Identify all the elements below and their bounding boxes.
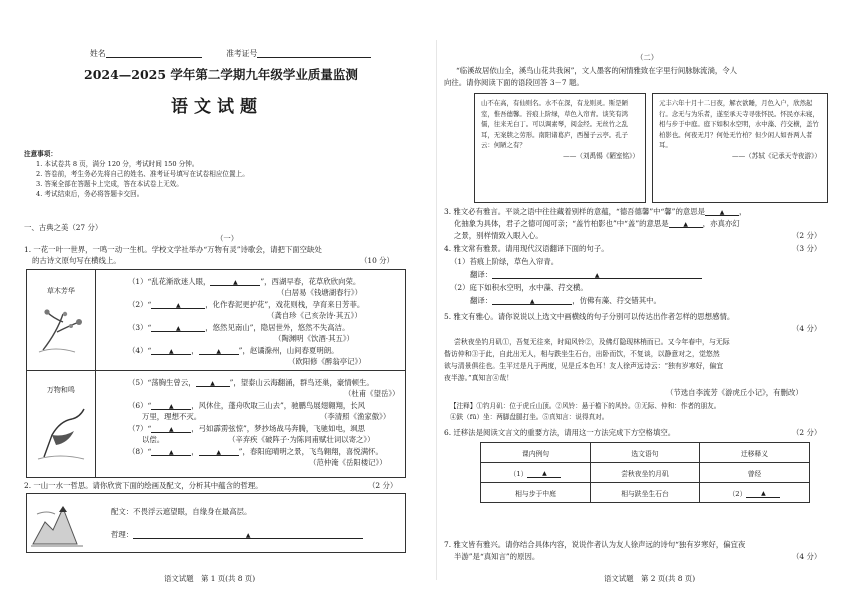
source: （白居易《钱塘湖春行》） [277,288,362,297]
poem-text: 元丰六年十月十二日夜，解衣欲睡，月色入户，欣然起行。念无与为乐者，遂至承天寺寻张怀民。怀民亦未寝，相与步于中庭。庭下如积水空明，水中藻、荇交横，盖竹柏影也。何夜无月？何处无竹柏？但少闲人如吾两人者耳。 [659,99,819,149]
fill-line-4: （4）“ ▲ ， ▲ ”，赵谲滁州，山间春夏明朗。 [128,346,339,355]
q4-item: （2）庭下如积水空明，水中藻、荇交横。 [450,283,588,292]
fill-line-6b: 万里，理想不灭。 [142,412,202,421]
exam-title: 2024—2025 学年第二学期九年级学业质量监测 [84,67,358,82]
note-item: 1. 本试卷共 8 页，满分 120 分，考试时间 150 分钟。 [36,160,199,168]
group-label: 万物和鸣 [46,386,75,394]
q3-text: 3. 雅文必有雅言。平谈之语中往往藏着别样的意蕴，“德吾德馨”中“馨”的意思是 ▲ ， [444,207,747,216]
q3-text: 之景，别样情致入眼入心。 [454,231,543,240]
source: （辛弃疾《破阵子·为陈同甫赋壮词以寄之》） [228,435,375,444]
q4-translate-line: 翻译： ▲ [470,270,702,279]
q4-score: （3 分） [792,244,822,253]
q3-text: 化抽象为具体，君子之德可闻可亲；“盖竹柏影也”中“盖”的意思是 ▲ ，亦真亦幻 [454,219,740,228]
passage-source: （节选自李流芳《游虎丘小记》，有删改） [666,388,803,397]
q1-text: 的古诗文原句写在横线上。 [32,256,121,265]
note-item: 4. 考试结束后，务必将答题卡交回。 [36,190,144,198]
source: （杜甫《望岳》） [344,389,400,398]
notes-heading: 注意事项： [24,150,57,158]
footer-page-2: 语文试题 第 2 页(共 8 页) [604,574,696,583]
note-item: 2. 答卷前，考生务必先将自己的姓名、准考证号填写在试卷相应位置上。 [36,170,249,178]
table-header: 选文语句 [591,443,700,463]
q7-text: 7. 雅文皆有雅兴。请你结合具体内容，说说作者认为友人徐声远的诗句“独有岁寒好，偏宜夜 [444,540,746,549]
q4-text: 4. 雅文常有雅景。请用现代汉语翻译下面的句子。 [444,244,609,253]
right-page [444,0,840,608]
table-row [481,463,810,483]
poem-source: ——（苏轼《记承天寺夜游》） [731,151,821,160]
plum-blossom-illustration [35,302,87,354]
poem-box-right [652,93,828,203]
passage-line: 尝秋夜坐钓月矶①，吾复无往来，时闻风铃②，及佛灯隐现林梢而已。又今年春中，与无际 [454,338,730,346]
fill-line-7: （7）“ ▲ ，弓如霹雳弦惊”，梦抄场战马奔腾，飞驰如电，飒思 [128,424,366,433]
name-field-label: 姓名 准考证号 [90,49,371,58]
q2-score: （2 分） [368,481,398,490]
fold-divider [436,40,437,580]
intro-text: “临溪故居依山全，溪鸟山花共我闲”，文人墨客的闲情雅致在字里行间脉脉流淌，令人 [456,66,738,75]
passage-line: 欲与清景俱往也。生平过是凡于两度，见是丘本色耳！友人徐声远诗云：“独有岁寒好，偏宜 [444,362,724,370]
footer-page-1: 语文试题 第 1 页(共 8 页) [164,574,256,583]
mountain-pavilion-illustration [31,498,83,548]
q3-score: （2 分） [792,231,822,240]
table-cell: 相与步于中庭 [481,483,591,503]
intro-text: 向往。请你阅读下面的语段回答 3－7 题。 [444,78,584,87]
table-header: 课内例句 [481,443,591,463]
table-cell: 相与趺坐生石台 [591,483,700,503]
poem-source: ——（刘禹锡《陋室铭》） [563,151,639,160]
source: （陶渊明《饮酒·其五》） [274,334,354,343]
table-cell: 尝秋夜坐钓月矶 [591,463,700,483]
fill-line-6: （6）“ ▲ ，风休住，蓬舟吹取三山去”，驰鹏鸟展翅翱翔，长风 [128,401,366,410]
q7-text: 半游”是“真知言”的原因。 [454,552,540,561]
subject-title: 语文试题 [171,97,263,117]
source: （龚自珍《己亥杂诗·其五》） [267,311,362,320]
section-heading: 一、古典之美（27 分） [24,223,103,232]
q2-box [26,493,406,553]
transfer-table [480,442,810,503]
q4-translate-line: 翻译： ▲ ，仿佛有藻、荇交错其中。 [470,296,661,305]
annotation: 【注释】①钓月矶：位于虎丘山顶。②风铃：悬于檐下的风铃。③无际、仲和：作者的朋友。 [450,402,721,410]
passage-line: 偕访仲和③于此，自此出无人，相与跌坐生石台，出卧而饮，不复谈，以静意对之，觉悠然 [444,350,720,358]
fill-line-5: （5）“荡胸生曾云， ▲ ”，望泰山云海翻涌，群鸟还巢，豪情顿生。 [128,378,374,387]
q4-item: （1）苔痕上阶绿，草色入帘青。 [450,257,559,266]
annotation: ④趺（fū）坐：两脚盘腿打坐。⑤真知言：说得真对。 [450,413,609,421]
source: （李清照《渔家傲》） [320,412,391,421]
q1-score: （10 分） [360,256,394,265]
q7-score: （4 分） [792,552,822,561]
table-cell: 曾经 [699,463,809,483]
fill-line-8: （8）“ ▲ ， ▲ ”，春阳庭晴明之景，飞鸟翱翔，喜悦满怀。 [128,447,383,456]
fill-line-2: （2）“ ▲ ，化作春泥更护花”，戏花则栈，孕育来日芳菲。 [128,300,365,309]
caption-text: 配文：不畏浮云遮望眼，自缘身在最高层。 [111,507,252,516]
part-heading: （一） [216,234,239,243]
table-cell: （1） ▲ [481,463,591,483]
q2-text: 2. 一山一水一哲思。请你欣赏下面的绘画及配文，分析其中蕴含的哲理。 [24,481,263,490]
fill-line-1: （1）“乱花渐欲迷人眼， ▲ ”，西湖早春，花草欣欣向荣。 [128,277,361,286]
poem-box-left [474,93,646,203]
table-row [481,483,810,503]
q5-score: （4 分） [792,324,822,333]
left-page [24,0,428,608]
poem-text: 山不在高，有仙则名。水不在深，有龙则灵。斯是陋室，惟吾德馨。苔痕上阶绿，草色入帘青。谈笑有鸿儒，往来无白丁。可以调素琴，阅金经。无丝竹之乱耳，无案牍之劳形。南阳诸葛庐，西蜀子云亭。孔子云：何陋之有？ [481,99,628,149]
q5-text: 5. 雅文有雅心。请你说说以上选文中画横线的句子分别可以传达出作者怎样的思想感情。 [444,312,735,321]
part2-heading: （二） [636,53,659,62]
source: （范仲淹《岳阳楼记》） [309,458,387,467]
note-item: 3. 答案全部在答题卡上完成，答在本试卷上无效。 [36,180,183,188]
passage-line: 夜半游。”真知言④哉！ [444,374,513,382]
q1-text: 1. 一花一叶一世界，一鸣一动一生机。学校文学社举办“万物有灵”诗歌会，请把下面空缺处 [24,245,322,254]
table-header: 迁移释义 [699,443,809,463]
philosophy-line: 哲理： ▲ [111,530,363,539]
fill-line-7b: 以偿。 [142,435,165,444]
q6-text: 6. 迁移法是阅读文言文的重要方法，请用这一方法完成下方空格填空。 [444,428,676,437]
table-cell: （2） ▲ [699,483,809,503]
group-label: 草木芳华 [46,287,75,295]
q6-score: （2 分） [792,428,822,437]
crane-illustration [34,401,88,461]
fill-line-3: （3）“ ▲ ，悠然见南山”，隐居世外，悠然不失高洁。 [128,323,350,332]
source: （欧阳修《醉翁亭记》） [288,357,366,366]
table-header-row [481,443,810,463]
